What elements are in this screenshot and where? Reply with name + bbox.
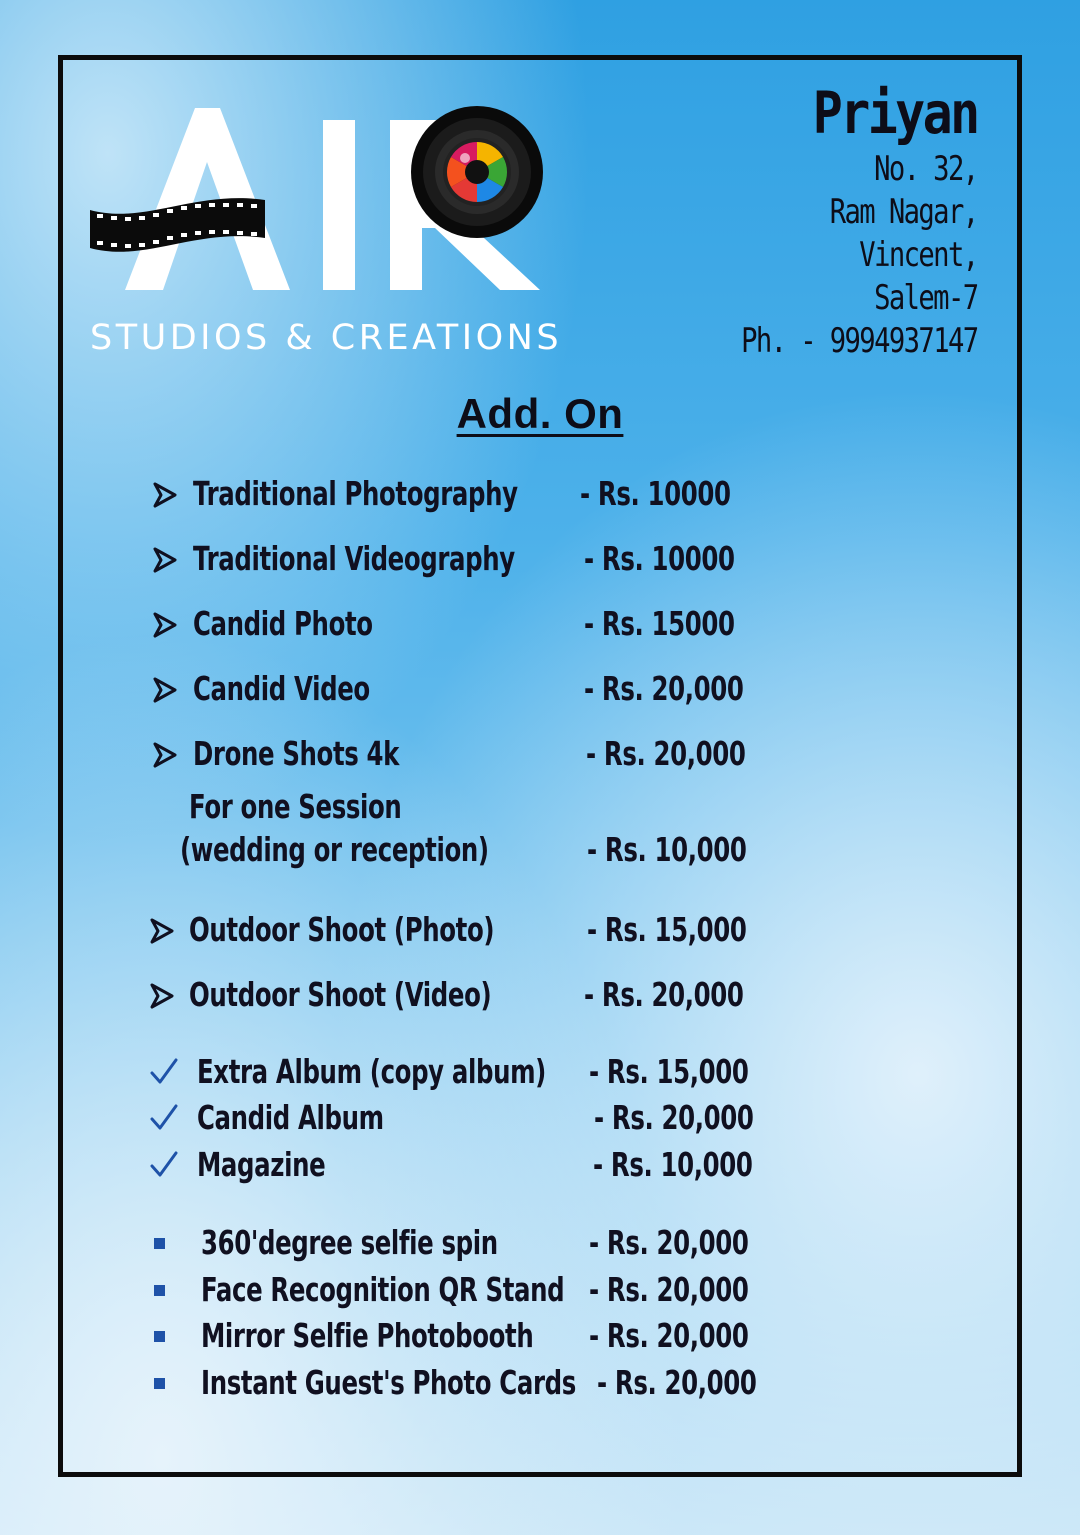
square-bullet-icon [154, 1285, 165, 1296]
list-item [0, 1221, 1080, 1271]
list-item [0, 973, 1080, 1023]
list-item [0, 602, 1080, 652]
item-price: - Rs. 20,000 [589, 1223, 749, 1262]
item-label: Traditional Photography [193, 474, 518, 513]
air-logo-icon [85, 100, 555, 300]
item-price: - Rs. 20,000 [584, 975, 744, 1014]
check-bullet-icon [148, 1100, 180, 1136]
section-title [0, 390, 1080, 438]
list-item [0, 1050, 1080, 1100]
square-bullet-icon [154, 1238, 165, 1249]
item-label: Magazine [197, 1145, 326, 1184]
list-item [0, 667, 1080, 717]
item-label: Drone Shots 4k [193, 734, 400, 773]
contact-name: Priyan [813, 79, 978, 147]
item-label: 360'degree selfie spin [201, 1223, 498, 1262]
list-item [0, 732, 1080, 782]
item-price: - Rs. 20,000 [597, 1363, 757, 1402]
item-price: - Rs. 20,000 [589, 1316, 749, 1355]
item-price: - Rs. 20,000 [594, 1098, 754, 1137]
item-price: - Rs. 20,000 [589, 1270, 749, 1309]
item-label: Candid Album [197, 1098, 384, 1137]
address-line-1: No. 32, [874, 149, 978, 189]
list-item [0, 908, 1080, 958]
list-item [0, 1143, 1080, 1193]
item-label: Traditional Videography [193, 539, 515, 578]
section-title-text: Add. On [456, 390, 624, 437]
item-label: Outdoor Shoot (Photo) [189, 910, 495, 949]
item-label: Outdoor Shoot (Video) [189, 975, 492, 1014]
list-item [0, 1314, 1080, 1364]
arrow-bullet-icon [152, 740, 178, 770]
list-item [0, 472, 1080, 522]
square-bullet-icon [154, 1331, 165, 1342]
list-item [0, 828, 1080, 878]
contact-block [682, 78, 978, 363]
list-item [0, 1268, 1080, 1318]
list-item [0, 1361, 1080, 1411]
item-price: - Rs. 10,000 [593, 1145, 753, 1184]
item-price: - Rs. 15,000 [587, 910, 747, 949]
brand-subtitle: STUDIOS & CREATIONS [90, 318, 563, 358]
item-price: - Rs. 10,000 [587, 830, 747, 869]
item-label: Candid Video [193, 669, 370, 708]
item-label: Instant Guest's Photo Cards [201, 1363, 576, 1402]
item-price: - Rs. 10000 [584, 539, 735, 578]
arrow-bullet-icon [152, 675, 178, 705]
item-price: - Rs. 10000 [580, 474, 731, 513]
arrow-bullet-icon [149, 916, 175, 946]
item-label: Candid Photo [193, 604, 373, 643]
address-line-2: Ram Nagar, [830, 192, 978, 232]
check-bullet-icon [148, 1054, 180, 1090]
contact-phone: Ph. - 9994937147 [741, 321, 978, 361]
item-label: (wedding or reception) [180, 830, 489, 869]
arrow-bullet-icon [152, 610, 178, 640]
address-line-4: Salem-7 [874, 278, 978, 318]
list-item [0, 537, 1080, 587]
item-price: - Rs. 15000 [584, 604, 735, 643]
item-label: Face Recognition QR Stand [201, 1270, 565, 1309]
list-item [0, 1096, 1080, 1146]
item-label: Mirror Selfie Photobooth [201, 1316, 534, 1355]
arrow-bullet-icon [152, 480, 178, 510]
item-label: Extra Album (copy album) [197, 1052, 546, 1091]
arrow-bullet-icon [149, 981, 175, 1011]
arrow-bullet-icon [152, 545, 178, 575]
check-bullet-icon [148, 1147, 180, 1183]
item-price: - Rs. 15,000 [589, 1052, 749, 1091]
address-line-3: Vincent, [859, 235, 978, 275]
square-bullet-icon [154, 1378, 165, 1389]
item-price: - Rs. 20,000 [584, 669, 744, 708]
item-price: - Rs. 20,000 [586, 734, 746, 773]
item-label: For one Session [189, 787, 402, 826]
